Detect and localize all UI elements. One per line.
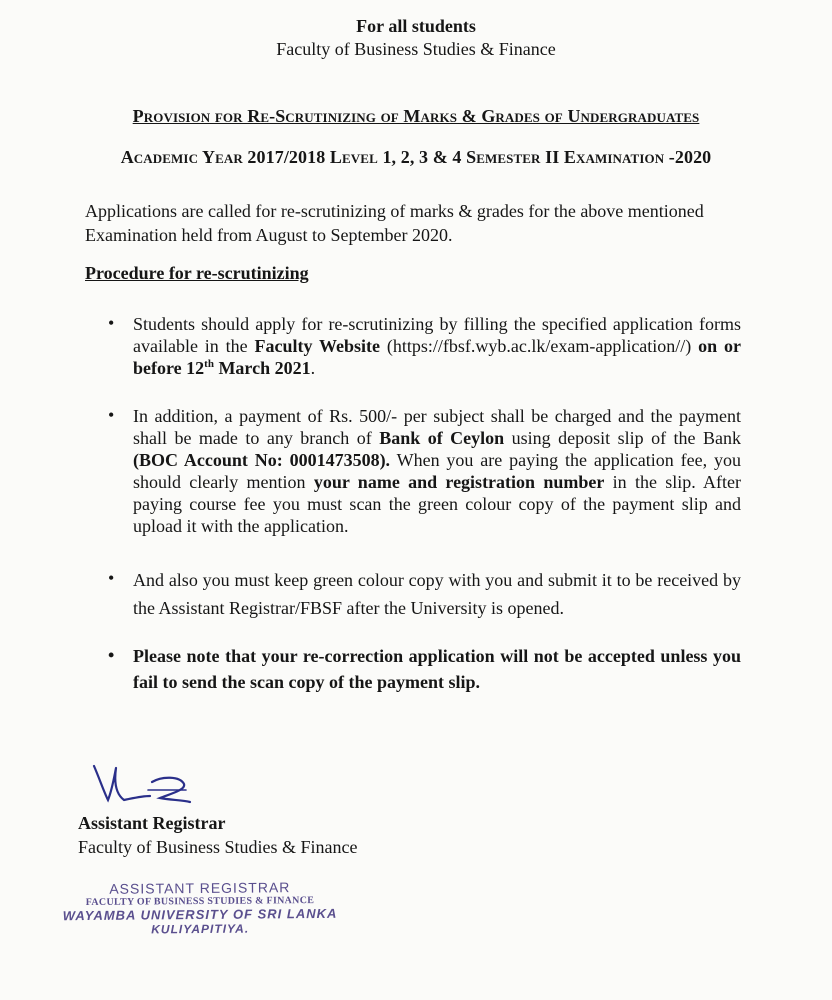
notice-subtitle: Academic Year 2017/2018 Level 1, 2, 3 & 4 Semester II Examination -2020 [120,147,712,167]
procedure-heading: Procedure for re-scrutinizing [85,263,309,283]
bullet-payment: In addition, a payment of Rs. 500/- per subject shall be charged and the payment shall be made to any branch of Bank of Ceylon using deposit slip of the Bank (BOC Account No: 0001473508). When you are paying the application fee, you should clearly mention your name and registration number in the slip. After paying course fee you must scan the green colour copy of the payment slip and upload it with the application. [133,406,742,536]
deadline-text: on or before 12th March 2021 [133,336,742,378]
intro-paragraph: Applications are called for re-scrutinizing of marks & grades for the above mentioned Examination held from August to September 2020. [85,201,704,245]
stamp-line-3: WAYAMBA UNIVERSITY OF SRI LANKA [62,905,338,924]
bullet-marker: • [108,405,115,425]
signatory-faculty: Faculty of Business Studies & Finance [78,837,358,857]
account-number-text: (BOC Account No: 0001473508). [133,450,391,470]
official-stamp [40,879,360,938]
bullet-note: Please note that your re-correction application will not be accepted unless you fail to send the scan copy of the payment slip. [133,646,741,692]
bullet-keep-copy: And also you must keep green colour copy with you and submit it to be received by the Assistant Registrar/FBSF after the University is opened. [133,570,741,618]
stamp-line-1: ASSISTANT REGISTRAR [109,879,291,897]
bank-name-text: Bank of Ceylon [379,428,505,448]
faculty-heading: Faculty of Business Studies & Finance [276,39,556,59]
bullet-marker: • [108,568,115,588]
handwritten-signature [90,760,200,810]
stamp-line-2: FACULTY OF BUSINESS STUDIES & FINANCE [85,895,315,908]
bullet-marker: • [108,645,115,665]
audience-heading: For all students [356,16,476,36]
faculty-website-text: Faculty Website [254,336,381,356]
name-registration-text: your name and registration number [313,472,605,492]
bullet-apply-online: Students should apply for re-scrutinizing by filling the specified application forms available in the Faculty Website (https://fbsf.wyb.ac.lk/exam-application//) on or before 12th March 2021. [133,314,742,378]
stamp-line-4: KULIYAPITIYA. [151,921,250,937]
notice-title: Provision for Re-Scrutinizing of Marks & Grades of Undergraduates [132,106,700,126]
signatory-role: Assistant Registrar [78,813,226,833]
bullet-marker: • [108,313,115,333]
